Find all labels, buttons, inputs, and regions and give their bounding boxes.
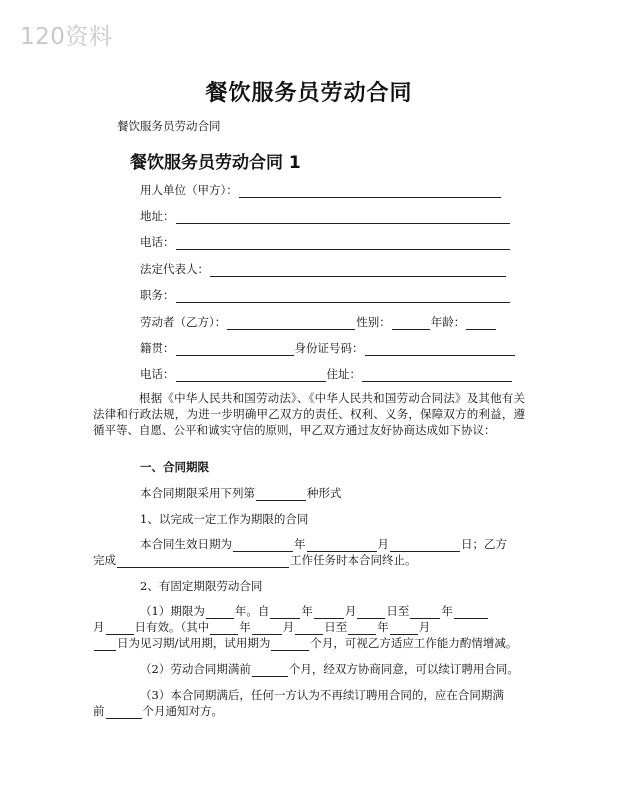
id-number-field[interactable] — [365, 343, 515, 356]
option1-heading: 1、以完成一定工作为期限的合同 — [140, 512, 309, 526]
phone2-row — [140, 366, 513, 382]
trial-text: 日为见习期/试用期，试用期为 — [117, 636, 271, 650]
document-subtitle: 餐饮服务员劳动合同 — [117, 119, 221, 133]
option1-day-field[interactable] — [390, 539, 460, 552]
age-field[interactable] — [466, 317, 496, 330]
legal-rep-label: 法定代表人： — [140, 262, 209, 276]
term-post: 种形式 — [307, 486, 342, 500]
option1-day-label: 日；乙方 — [461, 537, 507, 551]
employer-row — [140, 182, 502, 198]
option1-month-label: 月 — [377, 537, 389, 551]
trial-to-month-label: 月 — [418, 620, 431, 634]
option1-end-text: 完成 — [93, 553, 116, 567]
notice-row-1: （3）本合同期满后，任何一方认为不再续订聘用合同的，应在合同期满 — [140, 688, 504, 702]
from-year-label: 年 — [301, 604, 313, 618]
from-day-label: 日至 — [386, 604, 410, 618]
watermark: 120资料 — [20, 24, 113, 50]
phone2-field[interactable] — [176, 369, 326, 382]
trial-suffix: 个月，可视乙方适应工作能力酌情增减。 — [310, 636, 518, 650]
legal-rep-row — [140, 261, 507, 277]
trial-from-month-label: 月 — [282, 620, 295, 634]
from-month-label: 月 — [344, 604, 357, 618]
worker-field[interactable] — [227, 317, 355, 330]
term-row — [140, 485, 342, 501]
trial-to-year-field[interactable] — [348, 622, 376, 635]
trial-from-day-label: 日至 — [324, 620, 348, 634]
from-day-field[interactable] — [357, 606, 385, 619]
option1-month-field[interactable] — [307, 539, 377, 552]
period-row-1 — [140, 603, 489, 619]
phone-field[interactable] — [176, 237, 510, 250]
heading-contract-term: 一、合同期限 — [140, 460, 209, 474]
to-year-field[interactable] — [410, 606, 440, 619]
option2-heading: 2、有固定期限劳动合同 — [140, 579, 263, 593]
trial-from-day-field[interactable] — [295, 622, 323, 635]
period-years-field[interactable] — [206, 606, 234, 619]
native-place-label: 籍贯： — [140, 341, 175, 355]
trial-to-day-field[interactable] — [94, 638, 116, 651]
phone-row — [140, 234, 511, 250]
period-text: （1）期限为 — [140, 604, 205, 618]
notice-months-field[interactable] — [106, 706, 142, 719]
residence-field[interactable] — [362, 369, 512, 382]
renewal-months-field[interactable] — [252, 664, 288, 677]
notice-suffix: 个月通知对方。 — [142, 704, 223, 718]
renewal-text: （2）劳动合同期满前 — [140, 662, 251, 676]
residence-label: 住址： — [326, 367, 361, 381]
age-label: 年龄： — [430, 315, 466, 329]
trial-from-year-label: 年 — [239, 620, 251, 634]
position-row — [140, 287, 511, 303]
trial-from-month-field[interactable] — [252, 622, 282, 635]
native-place-row — [140, 340, 516, 356]
option1-task-field[interactable] — [117, 555, 289, 568]
intro-paragraph: 根据《中华人民共和国劳动法》、《中华人民共和国劳动合同法》及其他有关法律和行政法规，为进一步明确甲乙双方的责任、权利、义务，保障双方的利益，遵循平等、自愿、公平和诚实守信的原则，甲乙双方通过友好协商达成如下协议： — [93, 391, 525, 437]
document-title: 餐饮服务员劳动合同 — [205, 81, 413, 106]
section-title: 餐饮服务员劳动合同 1 — [130, 153, 301, 173]
option1-end-suffix: 工作任务时本合同终止。 — [290, 553, 417, 567]
trial-months-field[interactable] — [271, 638, 309, 651]
option1-start-row — [140, 536, 507, 552]
term-pre: 本合同期限采用下列第 — [140, 486, 255, 500]
option1-year-label: 年 — [294, 537, 306, 551]
employer-label: 用人单位（甲方）： — [140, 183, 238, 197]
to-month-field[interactable] — [454, 606, 488, 619]
to-year-label: 年 — [441, 604, 453, 618]
legal-rep-field[interactable] — [210, 264, 506, 277]
notice-text: 前 — [93, 704, 105, 718]
trial-to-month-field[interactable] — [390, 622, 418, 635]
option1-end-row — [93, 552, 417, 568]
period-from-text: 年。自 — [234, 604, 270, 618]
renewal-suffix: 个月，经双方协商同意，可以续订聘用合同。 — [288, 662, 519, 676]
gender-label: 性别： — [356, 315, 391, 329]
worker-label: 劳动者（乙方）： — [140, 315, 227, 329]
phone-label: 电话： — [140, 235, 175, 249]
to-month-label: 月 — [93, 620, 105, 634]
from-month-field[interactable] — [314, 606, 344, 619]
position-label: 职务： — [140, 288, 175, 302]
option1-start-text: 本合同生效日期为 — [140, 537, 232, 551]
phone2-label: 电话： — [140, 367, 175, 381]
trial-from-year-field[interactable] — [210, 622, 238, 635]
notice-row-2 — [93, 703, 223, 719]
worker-row — [140, 314, 497, 330]
native-place-field[interactable] — [176, 343, 294, 356]
address-label: 地址： — [140, 209, 175, 223]
id-number-label: 身份证号码： — [294, 341, 364, 355]
period-row-3 — [93, 635, 517, 651]
gender-field[interactable] — [392, 317, 430, 330]
to-day-field[interactable] — [106, 622, 134, 635]
employer-field[interactable] — [239, 185, 501, 198]
term-field[interactable] — [256, 488, 306, 501]
address-field[interactable] — [176, 211, 510, 224]
option1-year-field[interactable] — [233, 539, 293, 552]
valid-text: 日有效。（其中 — [134, 620, 210, 634]
renewal-row — [140, 661, 519, 677]
trial-to-year-label: 年 — [377, 620, 389, 634]
position-field[interactable] — [176, 290, 510, 303]
from-year-field[interactable] — [270, 606, 300, 619]
period-row-2 — [93, 619, 430, 635]
address-row — [140, 208, 511, 224]
